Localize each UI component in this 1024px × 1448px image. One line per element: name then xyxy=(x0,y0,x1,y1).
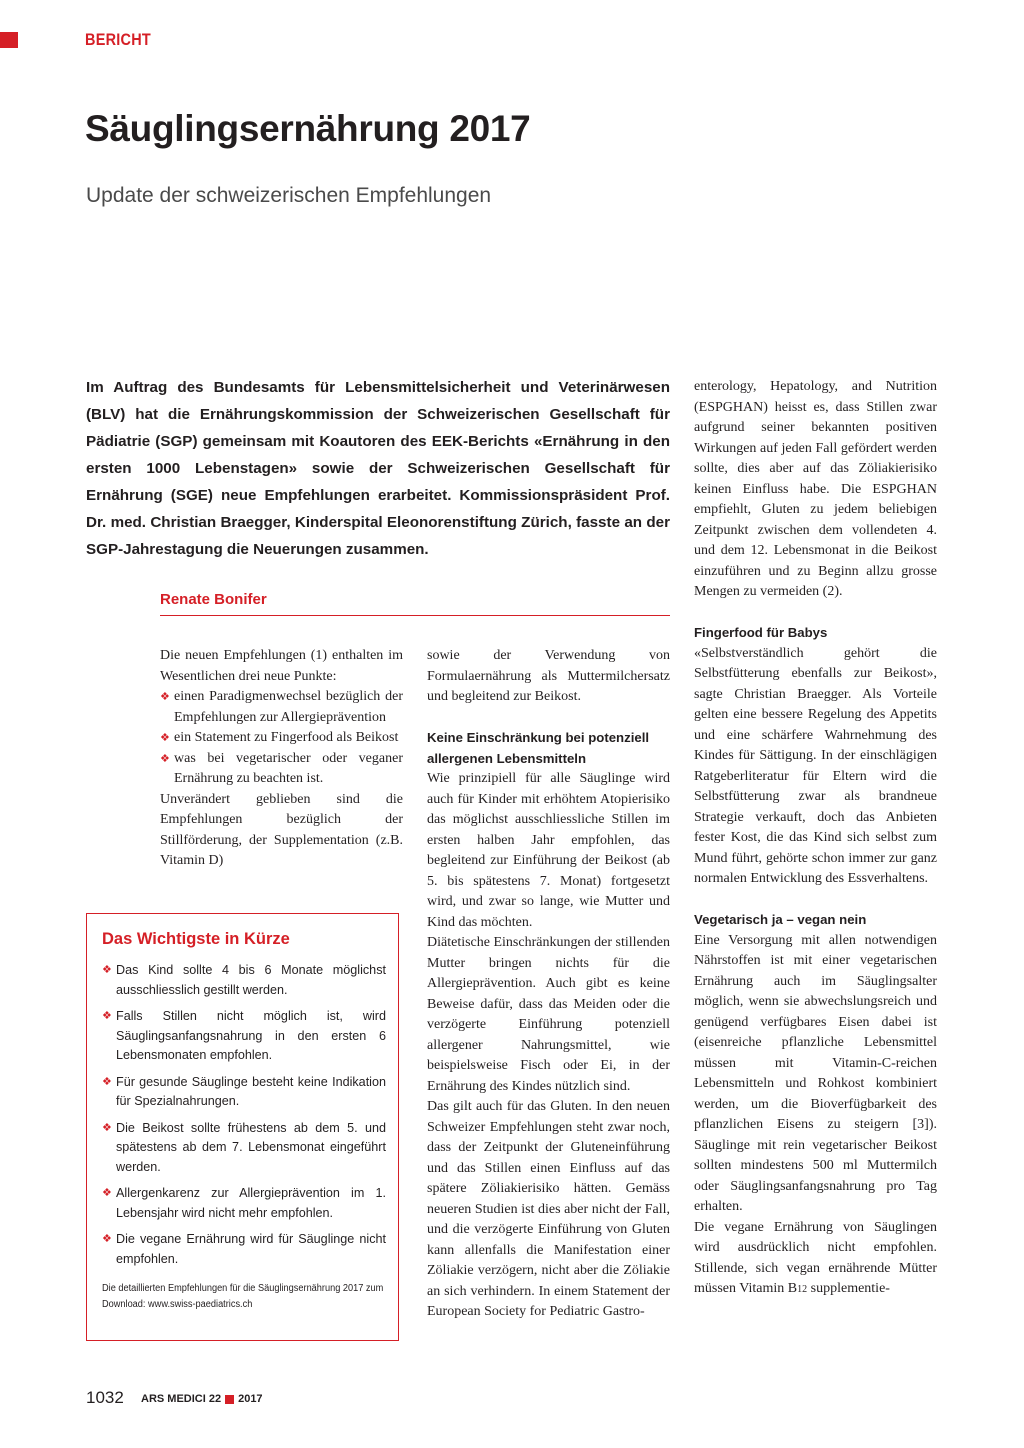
footer-square-icon xyxy=(225,1395,234,1404)
bullet-icon: ❖ xyxy=(102,1075,112,1088)
page-number: 1032 xyxy=(86,1388,124,1407)
column-3 xyxy=(694,377,937,1301)
col1-bullet-list xyxy=(160,687,403,790)
col3-paragraph: Die vegane Ernährung von Säuglingen wird ausdrücklich nicht empfohlen. Stillende, sich vegan ernährende Mütter müssen Vitamin B12 supplementie- xyxy=(694,1219,937,1296)
col2-paragraph: Diätetische Einschränkungen der stillenden Mutter bringen nichts für die Allergieprävention. Auch gibt es keine Beweise dafür, dass das Meiden oder die verzögerte Einführung potenziell allergener Nahrungsmittel, wie beispielsweise Fisch oder Ei, in der Ernährung des Kindes nützlich sind. xyxy=(427,935,670,1094)
col3-paragraph: «Selbstverständlich gehört die Selbstfütterung ebenfalls zur Beikost», sagte Christian Braegger. Als Vorteile gelten eine bessere Regelung des Appetits und eine schärfere Wahrnehmung des Kindes für Sättigung. In der einschlägigen Ratgeberliteratur für Eltern wird die Selbstfütterung zwar als brandneue Strategie verkauft, doch das Anbieten fester Kost, die das Kind sich selbst zum Mund führt, gehörte schon immer zur ganz normalen Entwicklung des Essverhaltens. xyxy=(694,645,937,886)
journal-name: ARS MEDICI 22 xyxy=(141,1393,222,1405)
col1-outro: Unverändert geblieben sind die Empfehlungen bezüglich der Stillförderung, der Supplementation (z.B. Vitamin D) xyxy=(160,791,403,868)
spacer xyxy=(694,603,937,624)
bullet-icon: ❖ xyxy=(160,691,170,703)
list-item: ❖ Für gesunde Säuglinge besteht keine Indikation für Spezialnahrungen. xyxy=(102,1074,386,1108)
journal-info xyxy=(141,1393,263,1405)
col2-paragraph: sowie der Verwendung von Formulaernährung als Muttermilchersatz und begleitend zur Beikost. xyxy=(427,648,670,704)
list-item: ❖ Falls Stillen nicht möglich ist, wird Säuglingsanfangsnahrung in den ersten 6 Lebensmonaten empfohlen. xyxy=(102,1009,386,1062)
summary-note: Die detaillierten Empfehlungen für die Säuglingsernährung 2017 zum Download: www.swiss-paediatrics.ch xyxy=(102,1283,384,1310)
bullet-icon: ❖ xyxy=(102,1121,112,1134)
bullet-icon: ❖ xyxy=(102,1187,112,1199)
column-1 xyxy=(160,646,403,872)
page-subtitle: Update der schweizerischen Empfehlungen xyxy=(86,184,492,207)
section-label: BERICHT xyxy=(85,30,152,49)
bullet-icon: ❖ xyxy=(160,752,170,765)
col3-heading: Vegetarisch ja – vegan nein xyxy=(694,912,867,927)
section-marker xyxy=(0,32,18,48)
bullet-icon: ❖ xyxy=(102,1233,112,1245)
col2-heading: Keine Einschränkung bei potenziell allergenen Lebensmitteln xyxy=(427,730,650,766)
spacer xyxy=(694,890,937,911)
author-name: Renate Bonifer xyxy=(160,591,267,608)
col3-heading: Fingerfood für Babys xyxy=(694,625,828,640)
col3-paragraph: enterology, Hepatology, and Nutrition (ESPGHAN) heisst es, dass Stillen zwar aufgrund seiner bekannten positiven Wirkungen auf jeden Fall gefördert werden sollte, dies aber auf das Zöliakierisiko keinen Einfluss habe. Die ESPGHAN empfiehlt, Gluten zu jedem beliebigen Zeitpunkt zwischen dem vollendeten 4. und dem 12. Lebensmonat in die Beikost einzuführen und zu Beginn allzu grosse Mengen zu vermeiden (2). xyxy=(694,379,937,599)
list-item: ❖ einen Paradigmenwechsel bezüglich der Empfehlungen zur Allergieprävention xyxy=(160,689,403,725)
summary-box-title: Das Wichtigste in Kürze xyxy=(102,930,290,948)
col1-intro: Die neuen Empfehlungen (1) enthalten im Wesentlichen drei neue Punkte: xyxy=(160,648,403,684)
author-divider xyxy=(160,615,670,616)
journal-year: 2017 xyxy=(238,1393,263,1405)
summary-box xyxy=(86,913,399,1341)
col2-paragraph: Wie prinzipiell für alle Säuglinge wird auch für Kinder mit erhöhtem Atopierisiko das möglichst ausschliessliche Stillen im ersten halben Jahr empfohlen, das begleitend zur Einführung der Beikost (ab 5. bis spätestens 7. Monat) fortgesetzt wird, und zwar so lange, wie Mutter und Kind das möchten. xyxy=(427,771,670,930)
col2-paragraph: Das gilt auch für das Gluten. In den neuen Schweizer Empfehlungen steht zwar noch, dass der Zeitpunkt der Gluteneinführung und das Stillen einen Einfluss auf das spätere Zöliakierisiko hätten. Gemäss neueren Studien ist dies aber nicht der Fall, und die verzögerte Einführung von Gluten kann allenfalls die Manifestation einer Zöliakie verzögern, nicht aber die Zöliakie an sich verhindern. In einem Statement der European Society for Pediatric Gastro- xyxy=(427,1099,670,1319)
list-item: ❖ ein Statement zu Fingerfood als Beikost xyxy=(160,728,403,749)
list-item: ❖ was bei vegetarischer oder veganer Ernährung zu beachten ist. xyxy=(160,750,403,786)
list-item: ❖ Die vegane Ernährung wird für Säuglinge nicht empfohlen. xyxy=(102,1232,386,1266)
spacer xyxy=(427,708,670,729)
bullet-icon: ❖ xyxy=(160,732,170,744)
list-item: ❖ Allergenkarenz zur Allergieprävention im 1. Lebensjahr wird nicht mehr empfohlen. xyxy=(102,1186,386,1220)
column-2 xyxy=(427,646,670,1323)
summary-list xyxy=(102,961,386,1269)
col3-paragraph: Eine Versorgung mit allen notwendigen Nährstoffen ist mit einer vegetarischen Ernährung auch im Säuglingsalter möglich, wenn sie abwechslungsreich und genügend verfügbares Eisen dabei ist (eisenreiche pflanzliche Lebensmittel müssen mit Vitamin-C-reichen Lebensmitteln und Rohkost kombiniert werden, um die Bioverfügbarkeit des pflanzlichen Eisens zu steigern [3]). Säuglinge mit rein vegetarischer Beikost sollten mindestens 500 ml Muttermilch oder Säuglingsanfangsnahrung pro Tag erhalten. xyxy=(694,932,937,1214)
list-item: ❖ Das Kind sollte 4 bis 6 Monate möglichst ausschliesslich gestillt werden. xyxy=(102,963,386,997)
lead-paragraph: Im Auftrag des Bundesamts für Lebensmittelsicherheit und Veterinärwesen (BLV) hat die Ernährungskommission der Schweizerischen Gesellschaft für Pädiatrie (SGP) gemeinsam mit Koautoren des EEK-Berichts «Ernährung in den ersten 1000 Lebenstagen» sowie der Schweizerischen Gesellschaft für Ernährung (SGE) neue Empfehlungen erarbeitet. Kommissionspräsident Prof. Dr. med. Christian Braegger, Kinderspital Eleonorenstiftung Zürich, fasste an der SGP-Jahrestagung die Neuerungen zusammen. xyxy=(86,379,670,558)
list-item: ❖ Die Beikost sollte frühestens ab dem 5. und spätestens ab dem 7. Lebensmonat eingeführt werden. xyxy=(102,1120,386,1174)
bullet-icon: ❖ xyxy=(102,1010,112,1022)
page-title: Säuglingsernährung 2017 xyxy=(85,108,531,149)
bullet-icon: ❖ xyxy=(102,964,112,976)
